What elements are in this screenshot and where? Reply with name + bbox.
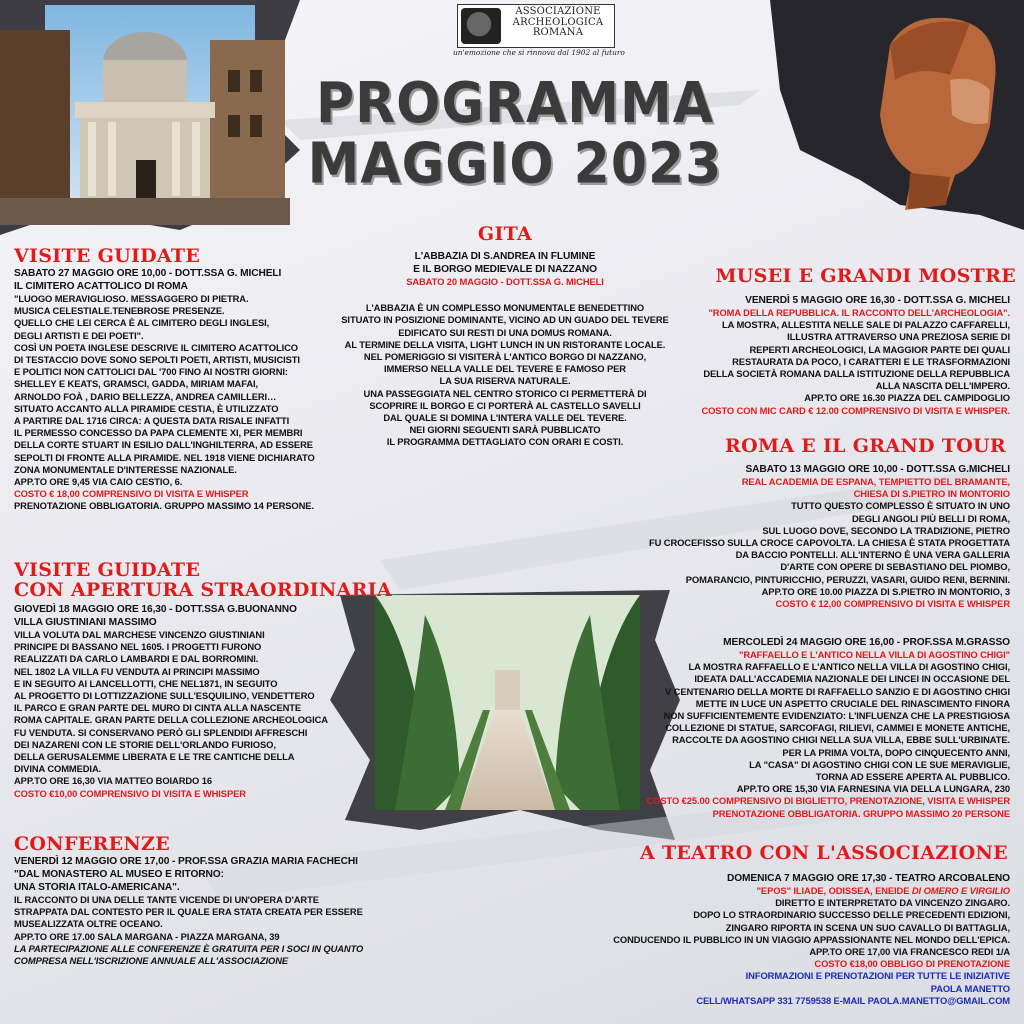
event-body-line: RESTAURATA DA POCO, I CARATTERI E LE TRASFORMAZIONI [732,355,1010,367]
event-body-line: DAL QUALE SI DOMINA L'INTERA VALLE DEL TEVERE. [383,412,627,424]
section-title-line-1: VISITE GUIDATE [14,559,201,581]
event-body-line: DEI NAZARENI CON LE STORIE DELL'ORLANDO FURIOSO, [14,738,276,750]
event-body-line: SITUATO ACCANTO ALLA PIRAMIDE CESTIA, È UTILIZZATO [14,402,279,414]
logo-line-3: ROMANA [532,27,584,38]
event-body-line: "LUOGO MERAVIGLIOSO. MESSAGGERO DI PIETRA. [14,293,249,304]
event-body-line: APP.TO ORE 17,00 VIA FRANCESCO REDI 1/A [809,946,1010,958]
event-subtitle: IL CIMITERO ACATTOLICO DI ROMA [14,281,188,292]
title-line-2: MAGGIO 2023 [307,131,723,197]
event-body-line: SUL LUOGO DOVE, SECONDO LA TRADIZIONE, PIETRO [762,524,1010,536]
event-body-line: IMMERSO NELLA VALLE DEL TEVERE E FAMOSO PER [384,363,626,375]
logo-motto: un'emozione che si rinnova dal 1902 al futuro [453,48,625,57]
gita-header-line-2: E IL BORGO MEDIEVALE DI NAZZANO [413,264,597,275]
event-body-line: LA MOSTRA, ALLESTITA NELLE SALE DI PALAZZO CAFFARELLI, [722,319,1010,331]
event-body-line: IL PROGRAMMA DETTAGLIATO CON ORARI E COSTI. [386,436,624,448]
association-logo [457,4,615,48]
event-body-line: LA SUA RISERVA NATURALE. [439,375,571,387]
event-body-line: DOPO LO STRAORDINARIO SUCCESSO DELLE PRECEDENTI EDIZIONI, [693,909,1010,921]
event-body-line: MUSEALIZZATA OLTRE OCEANO. [14,918,163,930]
event-body-line: DEGLI ANGOLI PIÙ BELLI DI ROMA, [851,512,1010,524]
event-body-line: DIVINA COMMEDIA. [14,763,102,775]
logo-emblem-icon [461,8,501,44]
event-body-line: APP.TO ORE 9,45 VIA CAIO CESTIO, 6. [14,476,183,488]
title-line-1: PROGRAMMA [315,71,715,137]
event-body-line: EDIFICATO SUI RESTI DI UNA DOMUS ROMANA. [398,326,612,338]
event-body-line: PER LA PRIMA VOLTA, DOPO CINQUECENTO ANNI, [782,746,1010,758]
event-note-line-1: LA PARTECIPAZIONE ALLE CONFERENZE È GRATUITA PER I SOCI IN QUANTO [14,942,364,954]
event-body-line: FU VENDUTA. SI CONSERVANO PERÒ GLI SPLENDIDI AFFRESCHI [14,726,308,738]
event-body-line: APP.TO ORE 15,30 VIA FARNESINA VIA DELLA LUNGARA, 230 [736,783,1010,795]
event-body-line: COSÌ UN POETA INGLESE DESCRIVE IL CIMITERO ACATTOLICO [14,341,298,353]
event-body-line: VILLA VOLUTA DAL MARCHESE VINCENZO GIUSTINIANI [14,629,265,640]
section-visite-guidate [14,267,344,513]
event-body-line: METTE IN LUCE UN ASPETTO CRUCIALE DEL RINASCIMENTO FINORA [695,697,1010,709]
logo-text [504,7,612,39]
contacts-name: PAOLA MANETTO [930,982,1010,994]
event-body-line: UNA PASSEGGIATA NEL CENTRO STORICO CI PERMETTERÀ DI [363,387,647,399]
event-body-line: STRAPPATA DAL CONTESTO PER IL QUALE ERA STATA CREATA PER ESSERE [14,906,363,918]
event-body-line: QUELLO CHE LEI CERCA È AL CIMITERO DEGLI INGLESI, [14,317,270,329]
event-subtitle-line-2: UNA STORIA ITALO-AMERICANA". [14,882,180,893]
event-subtitle: VILLA GIUSTINIANI MASSIMO [14,617,157,628]
event-body-line: APP.TO ORE 10.00 PIAZZA DI S.PIETRO IN MONTORIO, 3 [761,585,1010,597]
section-title-visite-straordinarie [14,560,392,600]
event-body-line: RACCOLTE DA AGOSTINO CHIGI NELLA SUA VILLA, EBBE SULL'URBINATE. [672,734,1010,746]
contacts-line-3: CELL/WHATSAPP 331 7759538 E-MAIL PAOLA.MANETTO@GMAIL.COM [696,994,1010,1006]
tempietto-photo [0,0,290,225]
event-header: DOMENICA 7 MAGGIO ORE 17,30 - TEATRO ARCOBALENO [726,873,1010,884]
event-body-line: PRINCIPE DI BASSANO NEL 1605. I PROGETTI FURONO [14,641,262,653]
event-body-line: ALLA NASCITA DELL'IMPERO. [875,380,1010,392]
event-body-line: D'ARTE CON OPERE DI SEBASTIANO DEL PIOMBO, [780,561,1010,573]
event-header: MERCOLEDÌ 24 MAGGIO ORE 16,00 - PROF.SSA M.GRASSO [723,637,1010,648]
logo-line-1: ASSOCIAZIONE [515,6,601,17]
event-subtitle-line-1: "DAL MONASTERO AL MUSEO E RITORNO: [14,869,224,880]
section-visite-straordinarie [14,603,349,800]
event-body-line: DELLA CORTE STUART IN ESILIO DALL'INGHILTERRA, AD ESSERE [14,439,313,451]
event-subtitle: "RAFFAELLO E L'ANTICO NELLA VILLA DI AGOSTINO CHIGI" [738,649,1010,660]
event-cost: COSTO €25.00 COMPRENSIVO DI BIGLIETTO, PRENOTAZIONE, VISITA E WHISPER [646,795,1010,807]
event-cost: COSTO € 12,00 COMPRENSIVO DI VISITA E WHISPER [775,598,1010,610]
event-body-line: DIRETTO E INTERPRETATO DA VINCENZO ZINGARO. [775,897,1010,909]
event-note: PRENOTAZIONE OBBLIGATORIA. GRUPPO MASSIMO 14 PERSONE. [14,500,314,512]
event-header: SABATO 27 MAGGIO ORE 10,00 - DOTT.SSA G. MICHELI [14,268,282,279]
section-musei [630,294,1010,417]
event-body-line: IL PERMESSO CONCESSO DA PAPA CLEMENTE XI, PER MEMBRI [14,427,303,439]
event-body-line: REALIZZATI DA CARLO LAMBARDI E DAL BORROMINI. [14,653,259,665]
event-body-line: ILLUSTRA ATTRAVERSO UNA PREZIOSA SERIE DI [787,331,1010,343]
event-body-line: NON SUFFICIENTEMENTE EVIDENZIATO: L'INFLUENZA CHE LA PRESTIGIOSA [663,710,1010,722]
event-body-line: SITUATO IN POSIZIONE DOMINANTE, VICINO AD UN GUADO DEL TEVERE [341,314,669,326]
event-body-line: MUSICA CELESTIALE.TENEBROSE PRESENZE. [14,305,225,317]
event-body-line: IDEATA DALL'ACCADEMIA NAZIONALE DEI LINCEI IN OCCASIONE DEL [694,673,1010,685]
event-body-line: ARNOLDO FOÀ , DARIO BELLEZZA, ANDREA CAMILLERI… [14,390,277,402]
section-title-visite-guidate: VISITE GUIDATE [14,245,201,267]
section-grand-tour [600,463,1010,610]
event-body-line: TORNA AD ESSERE APERTA AL PUBBLICO. [815,771,1010,783]
event-body-line: AL PROGETTO DI LOTTIZZAZIONE SULL'ESQUILINO, VENDETTERO [14,690,315,702]
event-header: GIOVEDÌ 18 MAGGIO ORE 16,30 - DOTT.SSA G.BUONANNO [14,604,297,615]
event-body-line: NEI GIORNI SEGUENTI SARÀ PUBBLICATO [409,424,601,436]
event-header: VENERDÌ 12 MAGGIO ORE 17,00 - PROF.SSA GRAZIA MARIA FACHECHI [14,856,358,867]
event-body-line: SCOPRIRE IL BORGO E CI PORTERÀ AL CASTELLO SAVELLI [369,399,641,411]
event-body-line: REPERTI ARCHEOLOGICI, LA MAGGIOR PARTE DEI QUALI [749,343,1010,355]
section-grand-tour-event-2 [600,636,1010,820]
event-body-line: SHELLEY E KEATS, GRAMSCI, GADDA, MIRIAM MAFAI, [14,378,259,390]
section-title-conferenze: CONFERENZE [14,833,171,855]
event-body-line: POMARANCIO, PINTURICCHIO, PERUZZI, VASARI, GUIDO RENI, BERNINI. [685,573,1010,585]
event-body-line: NEL POMERIGGIO SI VISITERÀ L'ANTICO BORGO DI NAZZANO, [363,351,647,363]
event-body-line: CONDUCENDO IL PUBBLICO IN UN VIAGGIO APPASSIONANTE NEL MONDO DELL'EPICA. [613,933,1010,945]
event-body-line: ZINGARO RIPORTA IN SCENA UN SUO CAVALLO DI BATTAGLIA, [725,921,1010,933]
event-note: PRENOTAZIONE OBBLIGATORIA. GRUPPO MASSIMO 20 PERSONE [712,807,1010,819]
event-body-line: COLLEZIONE DI STATUE, SARCOFAGI, RILIEVI, CAMMEI E MONETE ANTICHE, [665,722,1010,734]
event-subtitle-line-1: REAL ACADEMIA DE ESPANA, TEMPIETTO DEL BRAMANTE, [741,476,1010,487]
event-body-line: L'ABBAZIA È UN COMPLESSO MONUMENTALE BENEDETTINO [365,302,645,314]
event-body-line: AL TERMINE DELLA VISITA, LIGHT LUNCH IN UN RISTORANTE LOCALE. [344,338,666,350]
gita-date: SABATO 20 MAGGIO - DOTT.SSA G. MICHELI [406,276,604,287]
event-body-line: DEGLI ARTISTI E DEI POETI". [14,329,144,341]
event-cost: COSTO €10,00 COMPRENSIVO DI VISITA E WHISPER [14,787,246,799]
section-title-grand-tour: ROMA E IL GRAND TOUR [725,435,1006,457]
event-body-line: DELLA SOCIETÀ ROMANA DALLA ISTITUZIONE DELLA REPUBBLICA [703,368,1010,380]
event-body-line: DELLA GERUSALEMME LIBERATA E LE TRE CANTICHE DELLA [14,751,295,763]
event-body-line: NEL 1802 LA VILLA FU VENDUTA AI PRINCIPI MASSIMO [14,665,260,677]
event-body-line: E IN SEGUITO AI LANCELLOTTI, CHE NEL1871, IN SEGUITO [14,677,278,689]
gita-header-line-1: L'ABBAZIA DI S.ANDREA IN FLUMINE [414,251,596,262]
event-cost: COSTO €18,00 OBBLIGO DI PRENOTAZIONE [814,958,1010,970]
event-body-line: APP.TO ORE 16.30 PIAZZA DEL CAMPIDOGLIO [804,392,1010,404]
section-title-teatro: A TEATRO CON L'ASSOCIAZIONE [640,842,1008,864]
event-subtitle-red: "EPOS" ILIADE, ODISSEA, ENEIDE [756,885,912,896]
event-body-line: SEPOLTI DI FRONTE ALLA PIRAMIDE. NEL 1918 VIENE DICHIARATO [14,451,315,463]
event-note-line-2: COMPRESA NELL'ISCRIZIONE ANNUALE ALL'ASSOCIAZIONE [14,955,289,967]
event-cost: COSTO € 18,00 COMPRENSIVO DI VISITA E WHISPER [14,488,249,500]
section-conferenze [14,855,384,967]
event-body-line: ROMA CAPITALE. GRAN PARTE DELLA COLLEZIONE ARCHEOLOGICA [14,714,328,726]
event-body-line: E POLITICI NON CATTOLICI DAL '700 FINO AI NOSTRI GIORNI: [14,366,288,378]
logo-line-2: ARCHEOLOGICA [512,16,604,28]
section-title-gita: GITA [477,223,533,245]
page-title [300,71,730,197]
event-body-line: DI TESTACCIO DOVE SONO SEPOLTI POETI, ARTISTI, MUSICISTI [14,354,300,366]
event-subtitle: "ROMA DELLA REPUBBLICA. IL RACCONTO DELL'ARCHEOLOGIA". [708,307,1010,318]
contacts-line-1: INFORMAZIONI E PRENOTAZIONI PER TUTTE LE INIZIATIVE [745,970,1010,982]
event-body-line: TUTTO QUESTO COMPLESSO È SITUATO IN UNO [791,500,1010,512]
section-title-musei: MUSEI E GRANDI MOSTRE [715,265,1016,287]
event-body-line: A PARTIRE DAL 1716 CIRCA: A QUESTA DATA RISALE INFATTI [14,415,290,427]
event-header: VENERDÌ 5 MAGGIO ORE 16,30 - DOTT.SSA G. MICHELI [745,295,1010,306]
event-body-line: LA "CASA" DI AGOSTINO CHIGI CON LE SUE MERAVIGLIE, [749,758,1010,770]
event-body-line: ZONA MONUMENTALE D'INTERESSE NAZIONALE. [14,463,237,475]
event-body-line: APP.TO ORE 17.00 SALA MARGANA - PIAZZA MARGANA, 39 [14,930,280,942]
terracotta-head-photo [850,5,1024,220]
event-subtitle-italic: DI OMERO E VIRGILIO [911,885,1010,896]
event-body-line: IL RACCONTO DI UNA DELLE TANTE VICENDE DI UN'OPERA D'ARTE [14,894,319,905]
event-body-line: IL PARCO E GRAN PARTE DEL MURO DI CINTA ALLA NASCENTE [14,702,302,714]
event-header: SABATO 13 MAGGIO ORE 10,00 - DOTT.SSA G.MICHELI [745,464,1010,475]
event-subtitle [560,885,1010,897]
event-body-line: FU CROCEFISSO SULLA CROCE CAPOVOLTA. LA CHIESA È STATA PROGETTATA [648,537,1010,549]
event-body-line: DA BACCIO PONTELLI. ALL'INTERNO È UNA VERA GALLERIA [735,549,1010,561]
event-body-line: APP.TO ORE 16,30 VIA MATTEO BOIARDO 16 [14,775,212,787]
event-body-line: LA MOSTRA RAFFAELLO E L'ANTICO NELLA VILLA DI AGOSTINO CHIGI, [688,661,1010,673]
event-body-line: V CENTENARIO DELLA MORTE DI RAFFAELLO SANZIO E DI AGOSTINO CHIGI [665,685,1010,697]
section-title-line-2: CON APERTURA STRAORDINARIA [14,579,392,601]
event-subtitle-line-2: CHIESA DI S.PIETRO IN MONTORIO [853,488,1010,500]
section-teatro [560,872,1010,1007]
event-cost: COSTO CON MIC CARD € 12.00 COMPRENSIVO DI VISITA E WHISPER. [701,404,1010,416]
